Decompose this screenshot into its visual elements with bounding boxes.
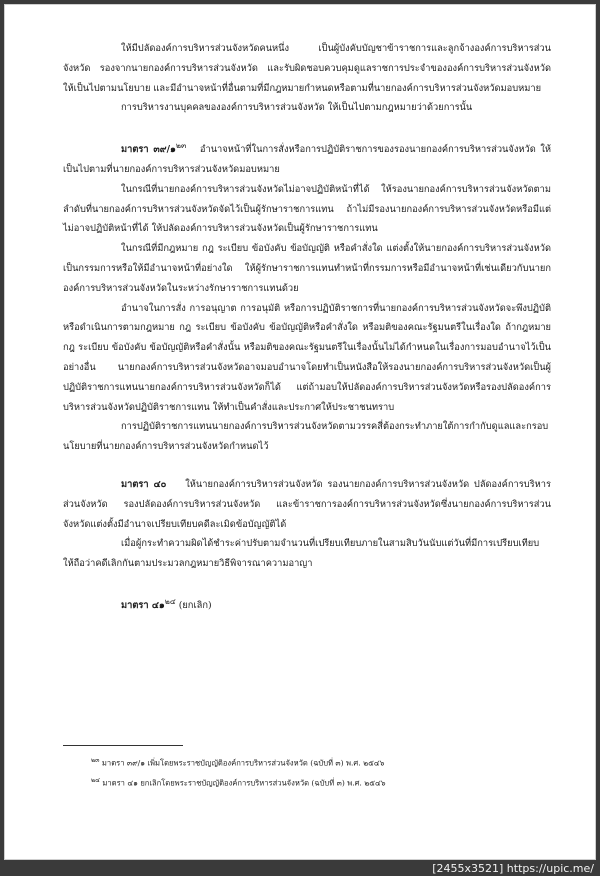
- paragraph: อำนาจในการสั่ง การอนุญาต การอนุมัติ หรือการปฏิบัติราชการที่นายกองค์การบริหารส่วนจังหวัดจะพึงปฏิบัติหรือดำเนินการตามกฎหมาย กฎ ระเบียบ ข้อบังคับ ข้อบัญญัติหรือคำสั่งใด หรือมติของคณะรัฐมนตรีในเรื่องใด ถ้ากฎหมาย กฎ ระเบียบ ข้อบังคับ ข้อบัญญัติหรือคำสั่งนั้น หรือมติของคณะรัฐมนตรีในเรื่องนั้นไม่ได้กำหนดในเรื่องการมอบอำนาจไว้เป็นอย่างอื่น นายกองค์การบริหารส่วนจังหวัดอาจมอบอำนาจโดยทำเป็นหนังสือให้รองนายกองค์การบริหารส่วนจังหวัดเป็นผู้ปฏิบัติราชการแทนนายกองค์การบริหารส่วนจังหวัดก็ได้ แต่ถ้ามอบให้ปลัดองค์การบริหารส่วนจังหวัดหรือรองปลัดองค์การบริหารส่วนจังหวัดปฏิบัติราชการแทน ให้ทำเป็นคำสั่งและประกาศให้ประชาชนทราบ: [63, 302, 551, 413]
- paragraph: ให้มีปลัดองค์การบริหารส่วนจังหวัดคนหนึ่ง เป็นผู้บังคับบัญชาข้าราชการและลูกจ้างองค์การบริหารส่วนจังหวัด รองจากนายกองค์การบริหารส่วนจังหวัด และรับผิดชอบควบคุมดูแลราชการประจำขององค์การบริหารส่วนจังหวัด ให้เป็นไปตามนโยบาย และมีอำนาจหน้าที่อื่นตามที่มีกฎหมายกำหนดหรือตามที่นายกองค์การบริหารส่วนจังหวัดมอบหมาย: [63, 43, 551, 94]
- footnote-text: มาตรา ๔๑ ยกเลิกโดยพระราชบัญญัติองค์การบริหารส่วนจังหวัด (ฉบับที่ ๓) พ.ศ. ๒๕๔๖: [102, 778, 386, 788]
- footnotes: [63, 745, 551, 791]
- section-40: [63, 475, 551, 534]
- footnote-ref: ๒๓: [175, 141, 187, 151]
- paragraph-text: (ยกเลิก): [178, 600, 212, 612]
- footnote: [63, 772, 551, 792]
- section-heading: มาตรา ๔๐: [121, 479, 167, 491]
- footnote-text: มาตรา ๓๙/๑ เพิ่มโดยพระราชบัญญัติองค์การบริหารส่วนจังหวัด (ฉบับที่ ๓) พ.ศ. ๒๕๔๖: [101, 758, 385, 768]
- paragraph-text: อำนาจหน้าที่ในการสั่งหรือการปฏิบัติราชการของรองนายกองค์การบริหารส่วนจังหวัด ให้เป็นไปตามที่นายกองค์การบริหารส่วนจังหวัดมอบหมาย: [63, 144, 551, 176]
- paragraph: การปฏิบัติราชการแทนนายกองค์การบริหารส่วนจังหวัดตามวรรคสี่ต้องกระทำภายใต้การกำกับดูแลและกรอบนโยบายที่นายกองค์การบริหารส่วนจังหวัดกำหนดไว้: [63, 421, 549, 453]
- footnote-mark: ๒๔: [91, 776, 100, 784]
- paragraph-text: ให้นายกองค์การบริหารส่วนจังหวัด รองนายกองค์การบริหารส่วนจังหวัด ปลัดองค์การบริหารส่วนจังหวัด รองปลัดองค์การบริหารส่วนจังหวัด และข้าราชการองค์การบริหารส่วนจังหวัดซึ่งนายกองค์การบริหารส่วนจังหวัดแต่งตั้งมีอำนาจเปรียบเทียบคดีละเมิดข้อบัญญัติได้: [63, 479, 551, 530]
- section-41: [63, 592, 551, 616]
- document-body: [63, 39, 551, 616]
- section-39-1: [63, 136, 551, 180]
- document-page: [4, 4, 596, 860]
- footnote-mark: ๒๓: [91, 757, 100, 764]
- footnote: [63, 752, 551, 772]
- watermark: [2455x3521] https://upic.me/: [432, 862, 594, 875]
- footnote-ref: ๒๔: [164, 597, 176, 607]
- footnote-divider: [63, 745, 183, 746]
- paragraph: การบริหารงานบุคคลขององค์การบริหารส่วนจังหวัด ให้เป็นไปตามกฎหมายว่าด้วยการนั้น: [121, 102, 473, 114]
- section-heading: มาตรา ๓๙/๑: [121, 144, 176, 156]
- paragraph: เมื่อผู้กระทำความผิดได้ชำระค่าปรับตามจำนวนที่เปรียบเทียบภายในสามสิบวันนับแต่วันที่มีการเปรียบเทียบ ให้ถือว่าคดีเลิกกันตามประมวลกฎหมายวิธีพิจารณาความอาญา: [63, 538, 540, 570]
- section-heading: มาตรา ๔๑: [121, 600, 165, 612]
- paragraph: ในกรณีที่นายกองค์การบริหารส่วนจังหวัดไม่อาจปฏิบัติหน้าที่ได้ ให้รองนายกองค์การบริหารส่วนจังหวัดตามลำดับที่นายกองค์การบริหารส่วนจังหวัดจัดไว้เป็นผู้รักษาราชการแทน ถ้าไม่มีรองนายกองค์การบริหารส่วนจังหวัดหรือมีแต่ไม่อาจปฏิบัติหน้าที่ได้ ให้ปลัดองค์การบริหารส่วนจังหวัดเป็นผู้รักษาราชการแทน: [63, 183, 551, 235]
- paragraph: ในกรณีที่มีกฎหมาย กฎ ระเบียบ ข้อบังคับ ข้อบัญญัติ หรือคำสั่งใด แต่งตั้งให้นายกองค์การบริหารส่วนจังหวัดเป็นกรรมการหรือให้มีอำนาจหน้าที่อย่างใด ให้ผู้รักษาราชการแทนทำหน้าที่กรรมการหรือมีอำนาจหน้าที่เช่นเดียวกับนายกองค์การบริหารส่วนจังหวัดในระหว่างรักษาราชการแทนด้วย: [63, 243, 551, 294]
